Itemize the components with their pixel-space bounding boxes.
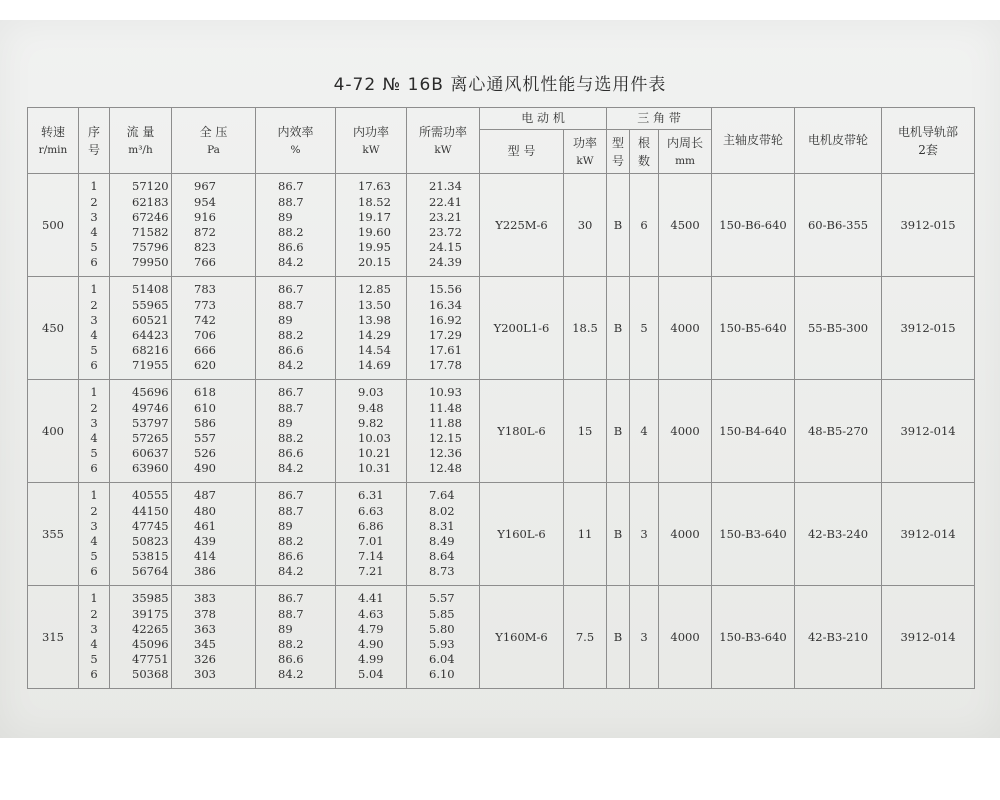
motor-model-cell: Y160M-6 [480, 586, 564, 689]
inner-power-cell: 9.03 9.48 9.82 10.03 10.21 10.31 [336, 380, 407, 483]
main-pulley-cell: 150-B4-640 [712, 380, 795, 483]
efficiency-cell: 86.7 88.7 89 88.2 86.6 84.2 [256, 586, 336, 689]
seq-cell: 1 2 3 4 5 6 [79, 174, 110, 277]
motor-pulley-cell: 42-B3-240 [795, 483, 882, 586]
header-motor-pulley: 电机皮带轮 [795, 108, 882, 174]
required-power-cell: 10.93 11.48 11.88 12.15 12.36 12.48 [407, 380, 480, 483]
flow-cell: 51408 55965 60521 64423 68216 71955 [110, 277, 172, 380]
inner-power-cell: 17.63 18.52 19.17 19.60 19.95 20.15 [336, 174, 407, 277]
main-pulley-cell: 150-B3-640 [712, 483, 795, 586]
main-pulley-cell: 150-B5-640 [712, 277, 795, 380]
required-power-cell: 15.56 16.34 16.92 17.29 17.61 17.78 [407, 277, 480, 380]
header-efficiency: 内效率 % [256, 108, 336, 174]
table-row [28, 174, 975, 277]
motor-power-cell: 30 [564, 174, 607, 277]
seq-cell: 1 2 3 4 5 6 [79, 380, 110, 483]
motor-model-cell: Y200L1-6 [480, 277, 564, 380]
speed-cell: 315 [28, 586, 79, 689]
motor-power-cell: 7.5 [564, 586, 607, 689]
efficiency-cell: 86.7 88.7 89 88.2 86.6 84.2 [256, 380, 336, 483]
document-title: 4-72 № 16B 离心通风机性能与选用件表 [333, 75, 667, 95]
fan-spec-table [27, 107, 975, 689]
motor-rail-cell: 3912-014 [882, 380, 975, 483]
belt-count-cell: 3 [630, 586, 659, 689]
flow-cell: 57120 62183 67246 71582 75796 79950 [110, 174, 172, 277]
header-speed: 转速 r/min [28, 108, 79, 174]
header-belt-length: 内周长 mm [659, 130, 712, 174]
belt-length-cell: 4000 [659, 380, 712, 483]
speed-cell: 500 [28, 174, 79, 277]
belt-type-cell: B [607, 277, 630, 380]
inner-power-cell: 6.31 6.63 6.86 7.01 7.14 7.21 [336, 483, 407, 586]
table-row [28, 380, 975, 483]
seq-cell: 1 2 3 4 5 6 [79, 586, 110, 689]
header-motor-rail: 电机导轨部 2套 [882, 108, 975, 174]
header-main-pulley: 主轴皮带轮 [712, 108, 795, 174]
header-pressure: 全 压 Pa [172, 108, 256, 174]
motor-rail-cell: 3912-015 [882, 277, 975, 380]
belt-count-cell: 4 [630, 380, 659, 483]
inner-power-cell: 4.41 4.63 4.79 4.90 4.99 5.04 [336, 586, 407, 689]
motor-pulley-cell: 48-B5-270 [795, 380, 882, 483]
flow-cell: 35985 39175 42265 45096 47751 50368 [110, 586, 172, 689]
header-required-power: 所需功率 kW [407, 108, 480, 174]
table-row [28, 483, 975, 586]
table-row [28, 277, 975, 380]
header-inner-power: 内功率 kW [336, 108, 407, 174]
motor-power-cell: 18.5 [564, 277, 607, 380]
belt-type-cell: B [607, 586, 630, 689]
motor-model-cell: Y160L-6 [480, 483, 564, 586]
inner-power-cell: 12.85 13.50 13.98 14.29 14.54 14.69 [336, 277, 407, 380]
motor-rail-cell: 3912-014 [882, 586, 975, 689]
seq-cell: 1 2 3 4 5 6 [79, 483, 110, 586]
header-seq: 序 号 [79, 108, 110, 174]
efficiency-cell: 86.7 88.7 89 88.2 86.6 84.2 [256, 277, 336, 380]
belt-type-cell: B [607, 174, 630, 277]
required-power-cell: 7.64 8.02 8.31 8.49 8.64 8.73 [407, 483, 480, 586]
main-pulley-cell: 150-B3-640 [712, 586, 795, 689]
header-motor-model: 型 号 [480, 130, 564, 174]
efficiency-cell: 86.7 88.7 89 88.2 86.6 84.2 [256, 174, 336, 277]
motor-pulley-cell: 55-B5-300 [795, 277, 882, 380]
belt-length-cell: 4000 [659, 586, 712, 689]
motor-power-cell: 15 [564, 380, 607, 483]
pressure-cell: 783 773 742 706 666 620 [172, 277, 256, 380]
pressure-cell: 487 480 461 439 414 386 [172, 483, 256, 586]
pressure-cell: 618 610 586 557 526 490 [172, 380, 256, 483]
flow-cell: 40555 44150 47745 50823 53815 56764 [110, 483, 172, 586]
speed-cell: 450 [28, 277, 79, 380]
table-row [28, 586, 975, 689]
required-power-cell: 5.57 5.85 5.80 5.93 6.04 6.10 [407, 586, 480, 689]
header-belt-count: 根 数 [630, 130, 659, 174]
belt-count-cell: 5 [630, 277, 659, 380]
speed-cell: 355 [28, 483, 79, 586]
header-belt-type: 型 号 [607, 130, 630, 174]
motor-model-cell: Y225M-6 [480, 174, 564, 277]
required-power-cell: 21.34 22.41 23.21 23.72 24.15 24.39 [407, 174, 480, 277]
motor-model-cell: Y180L-6 [480, 380, 564, 483]
main-pulley-cell: 150-B6-640 [712, 174, 795, 277]
header-flow: 流 量 m³/h [110, 108, 172, 174]
belt-type-cell: B [607, 483, 630, 586]
belt-length-cell: 4000 [659, 483, 712, 586]
header-motor-power: 功率 kW [564, 130, 607, 174]
pressure-cell: 967 954 916 872 823 766 [172, 174, 256, 277]
belt-length-cell: 4000 [659, 277, 712, 380]
motor-rail-cell: 3912-015 [882, 174, 975, 277]
belt-count-cell: 6 [630, 174, 659, 277]
motor-pulley-cell: 60-B6-355 [795, 174, 882, 277]
belt-count-cell: 3 [630, 483, 659, 586]
motor-power-cell: 11 [564, 483, 607, 586]
belt-type-cell: B [607, 380, 630, 483]
pressure-cell: 383 378 363 345 326 303 [172, 586, 256, 689]
efficiency-cell: 86.7 88.7 89 88.2 86.6 84.2 [256, 483, 336, 586]
flow-cell: 45696 49746 53797 57265 60637 63960 [110, 380, 172, 483]
speed-cell: 400 [28, 380, 79, 483]
belt-length-cell: 4500 [659, 174, 712, 277]
motor-pulley-cell: 42-B3-210 [795, 586, 882, 689]
header-belt: 三 角 带 [607, 108, 712, 130]
header-motor: 电 动 机 [480, 108, 607, 130]
seq-cell: 1 2 3 4 5 6 [79, 277, 110, 380]
motor-rail-cell: 3912-014 [882, 483, 975, 586]
